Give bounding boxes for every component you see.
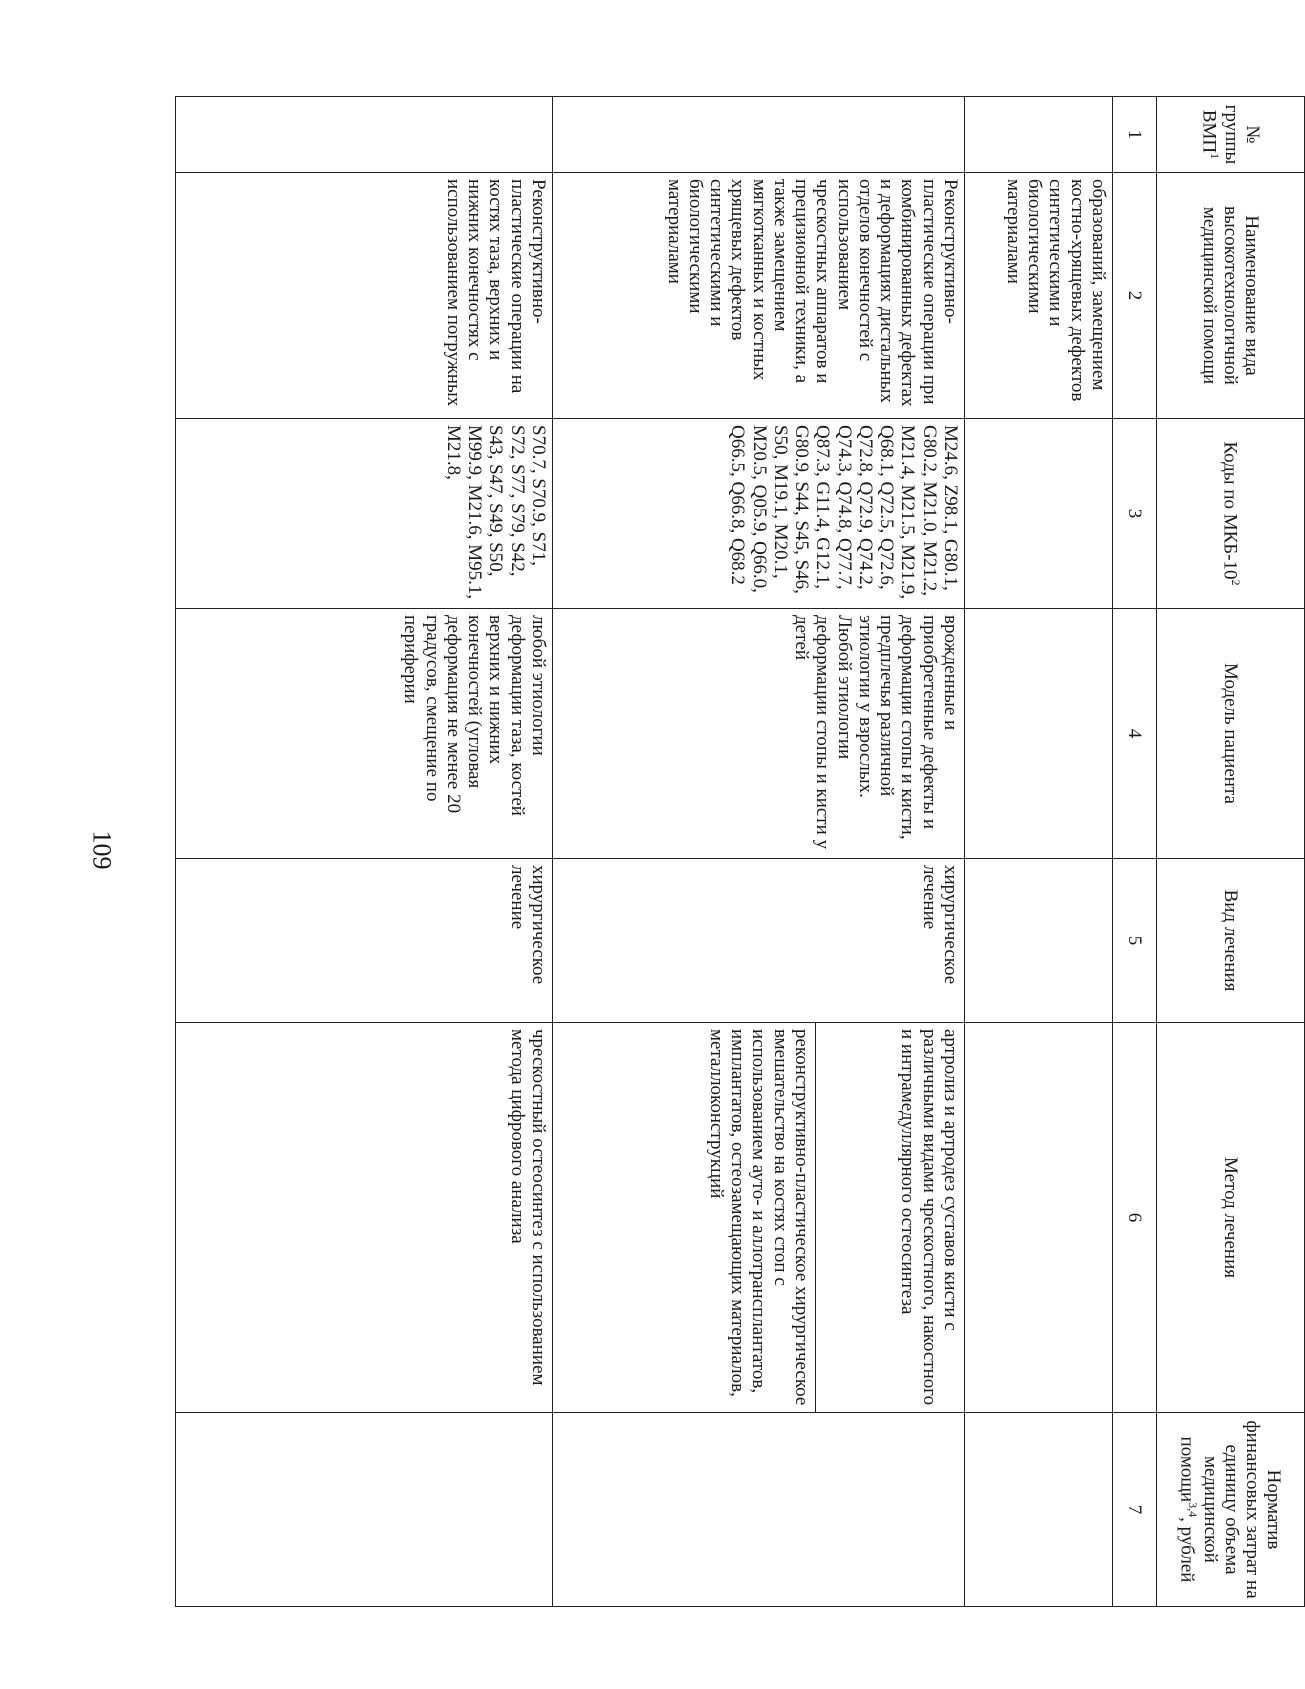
header-treatment-type: Вид лечения: [1157, 859, 1305, 1023]
cell-method-split: [553, 1023, 965, 1413]
cell-group: [965, 97, 1113, 173]
vmp-table: [175, 96, 1305, 1607]
header-method: Метод лечения: [1157, 1023, 1305, 1413]
column-number: 2: [1113, 173, 1157, 419]
cell-model: любой этиологии деформации таза, костей верхних и нижних конечностей (угловая деформация не менее 20 градусов, смещение по периферии: [176, 609, 553, 859]
cell-norm: [176, 1413, 553, 1607]
cell-method-secondary: реконструктивно-пластическое хирургическое вмешательство на костях стоп с использованием ауто- и аллотрансплантатов, имплантатов, остеозамещающих материалов, металлоконструкций: [553, 1023, 816, 1412]
rotated-table-container: [175, 96, 1305, 1606]
page-number: [83, 815, 119, 885]
cell-model: врожденные и приобретенные дефекты и деформации стопы и кисти, предплечья различной этиологии у взрослых. Любой этиологии деформации стопы и кисти у детей: [553, 609, 965, 859]
cell-codes: [965, 419, 1113, 609]
cell-treatment-type: [965, 859, 1113, 1023]
cell-treatment-type: хирургическое лечение: [176, 859, 553, 1023]
cell-name: образований, замещением костно-хрящевых дефектов синтетическими и биологическими материалами: [965, 173, 1113, 419]
cell-method: чрескостный остеосинтез с использованием метода цифрового анализа: [176, 1023, 553, 1413]
column-number: 4: [1113, 609, 1157, 859]
column-number: 3: [1113, 419, 1157, 609]
column-number: 5: [1113, 859, 1157, 1023]
header-codes: Коды по МКБ-$10^2$: [1157, 419, 1305, 609]
table-row: [553, 97, 965, 1607]
cell-norm: [553, 1413, 965, 1607]
cell-model: [965, 609, 1113, 859]
column-number: 1: [1113, 97, 1157, 173]
table-row: [965, 97, 1113, 1607]
page-number-text: 109: [87, 830, 116, 870]
header-norm: Норматив финансовых затрат на единицу объема медицинской помощи$^{3,4}$, рублей: [1157, 1413, 1305, 1607]
column-number: 6: [1113, 1023, 1157, 1413]
cell-codes: S70.7, S70.9, S71, S72, S77, S79, S42, S43, S47, S49, S50, M99.9, M21.6, M95.1, M21.8,: [176, 419, 553, 609]
cell-name: Реконструктивно-пластические операции при комбинированных дефектах и деформациях дистальных отделов конечностей с использованием чрескостных аппаратов и прецизионной техники, а также замещением мягкотканных и костных хрящевых дефектов синтетическими и биологическими материалами: [553, 173, 965, 419]
cell-treatment-type: хирургическое лечение: [553, 859, 965, 1023]
cell-codes: M24.6, Z98.1, G80.1, G80.2, M21.0, M21.2, M21.4, M21.5, M21.9, Q68.1, Q72.5, Q72.6, Q72.8, Q72.9, Q74.2, Q74.3, Q74.8, Q77.7, Q87.3, G11.4, G12.1, G80.9, S44, S45, S46, S50, M19.1, M20.1, M20.5, Q05.9, Q66.0, Q66.5, Q66.8, Q68.2: [553, 419, 965, 609]
cell-norm: [965, 1413, 1113, 1607]
header-row: [1157, 97, 1305, 1607]
cell-method: артролиз и артродез суставов кисти с различными видами чрескостного, накостного и интрамедуллярного остеосинтеза: [897, 1029, 961, 1406]
column-number-row: [1113, 97, 1157, 1607]
header-group: № группы ВМП$^1$: [1157, 97, 1305, 173]
cell-method: [965, 1023, 1113, 1413]
table-row: [176, 97, 553, 1607]
cell-name: Реконструктивно-пластические операции на костях таза, верхних и нижних конечностях с использованием погружных: [176, 173, 553, 419]
cell-group: [176, 97, 553, 173]
header-model: Модель пациента: [1157, 609, 1305, 859]
column-number: 7: [1113, 1413, 1157, 1607]
cell-group: [553, 97, 965, 173]
header-name: Наименование вида высокотехнологичной медицинской помощи: [1157, 173, 1305, 419]
